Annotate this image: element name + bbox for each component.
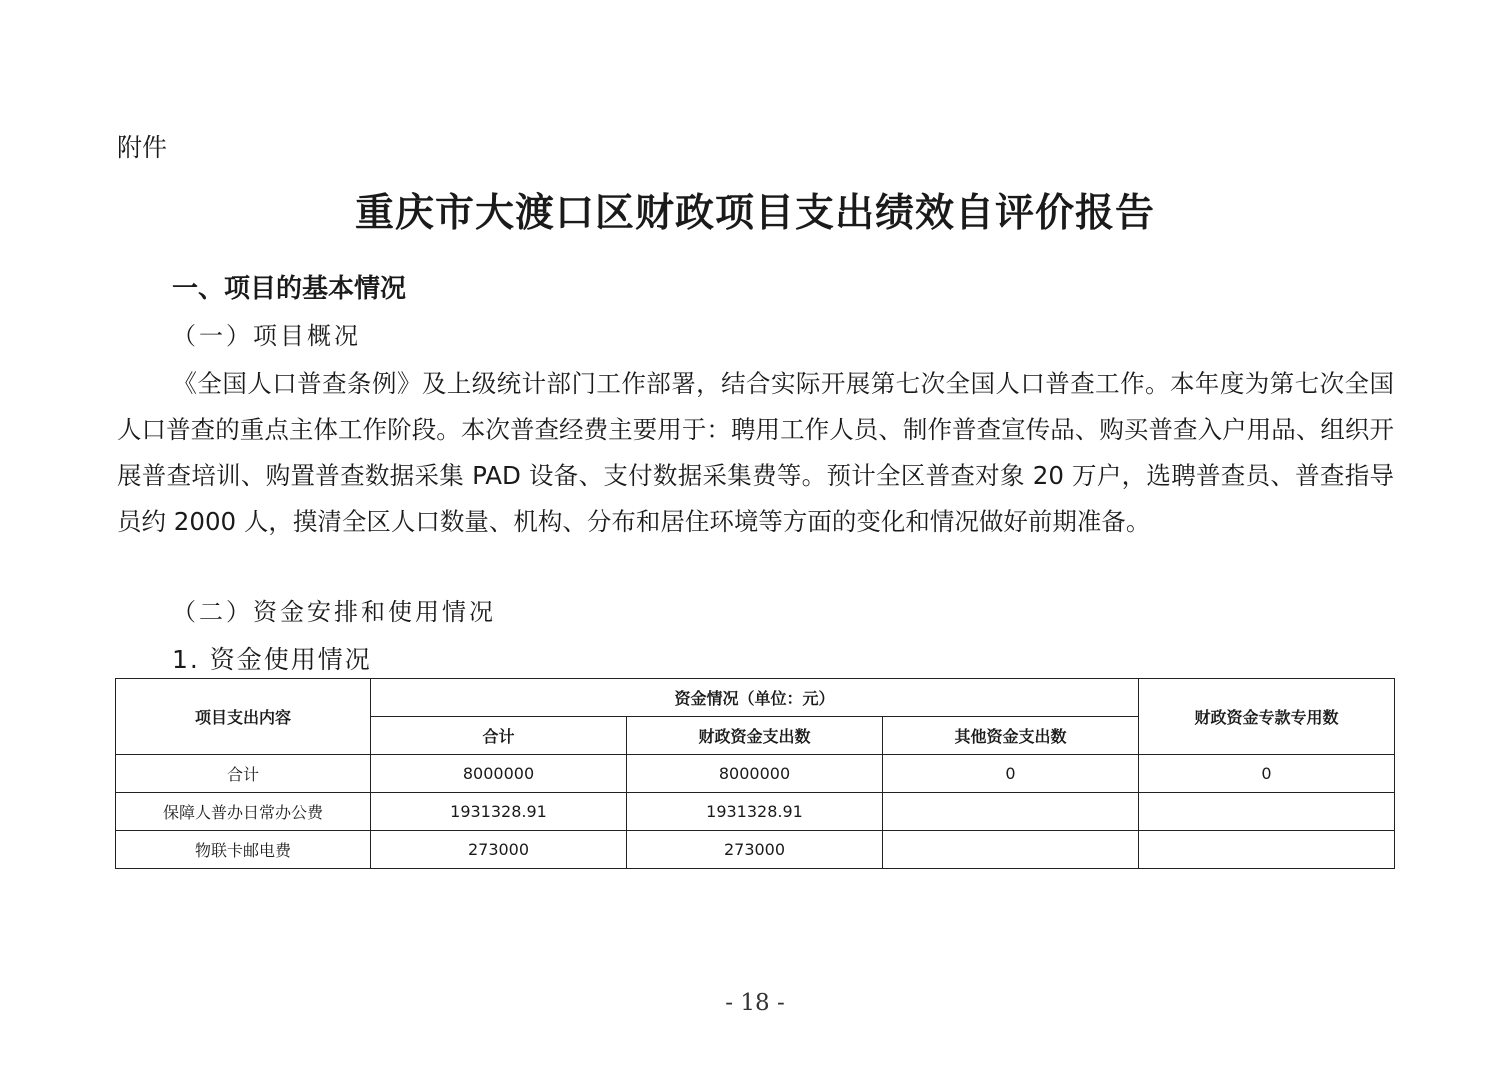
cell-special: 0	[1139, 755, 1395, 793]
header-item: 项目支出内容	[116, 679, 371, 755]
attachment-label: 附件	[117, 133, 168, 162]
cell-other	[883, 793, 1139, 831]
header-other: 其他资金支出数	[883, 717, 1139, 755]
fund-usage-table	[115, 678, 1395, 869]
cell-special	[1139, 831, 1395, 869]
overview-paragraph-text: 《全国人口普查条例》及上级统计部门工作部署，结合实际开展第七次全国人口普查工作。本年度为第七次全国人口普查的重点主体工作阶段。本次普查经费主要用于：聘用工作人员、制作普查宣传品、购买普查入户用品、组织开展普查培训、购置普查数据采集 PAD 设备、支付数据采集费等。预计全区普查对象 20 万户，选聘普查员、普查指导员约 2000 人，摸清全区人口数量、机构、分布和居住环境等方面的变化和情况做好前期准备。	[117, 369, 1394, 536]
page-number: - 18 -	[725, 990, 785, 1016]
table-row	[116, 831, 1395, 869]
subsection-heading-funds: （二）资金安排和使用情况	[172, 598, 496, 626]
cell-total: 273000	[371, 831, 627, 869]
cell-item: 保障人普办日常办公费	[116, 793, 371, 831]
report-title: 重庆市大渡口区财政项目支出绩效自评价报告	[354, 190, 1155, 236]
item-heading-fund-usage: 1. 资金使用情况	[172, 645, 372, 674]
cell-item: 合计	[116, 755, 371, 793]
cell-special	[1139, 793, 1395, 831]
cell-total: 1931328.91	[371, 793, 627, 831]
cell-item: 物联卡邮电费	[116, 831, 371, 869]
header-total: 合计	[371, 717, 627, 755]
cell-other: 0	[883, 755, 1139, 793]
cell-other	[883, 831, 1139, 869]
cell-fiscal: 1931328.91	[627, 793, 883, 831]
cell-total: 8000000	[371, 755, 627, 793]
table-header-row	[116, 679, 1395, 717]
subsection-heading-overview: （一）项目概况	[172, 322, 361, 350]
overview-paragraph	[117, 361, 1394, 545]
section-heading-basic-info: 一、项目的基本情况	[172, 274, 407, 304]
header-special: 财政资金专款专用数	[1139, 679, 1395, 755]
header-funds-group: 资金情况（单位：元）	[371, 679, 1139, 717]
cell-fiscal: 8000000	[627, 755, 883, 793]
table-row	[116, 755, 1395, 793]
cell-fiscal: 273000	[627, 831, 883, 869]
header-fiscal: 财政资金支出数	[627, 717, 883, 755]
table-row	[116, 793, 1395, 831]
